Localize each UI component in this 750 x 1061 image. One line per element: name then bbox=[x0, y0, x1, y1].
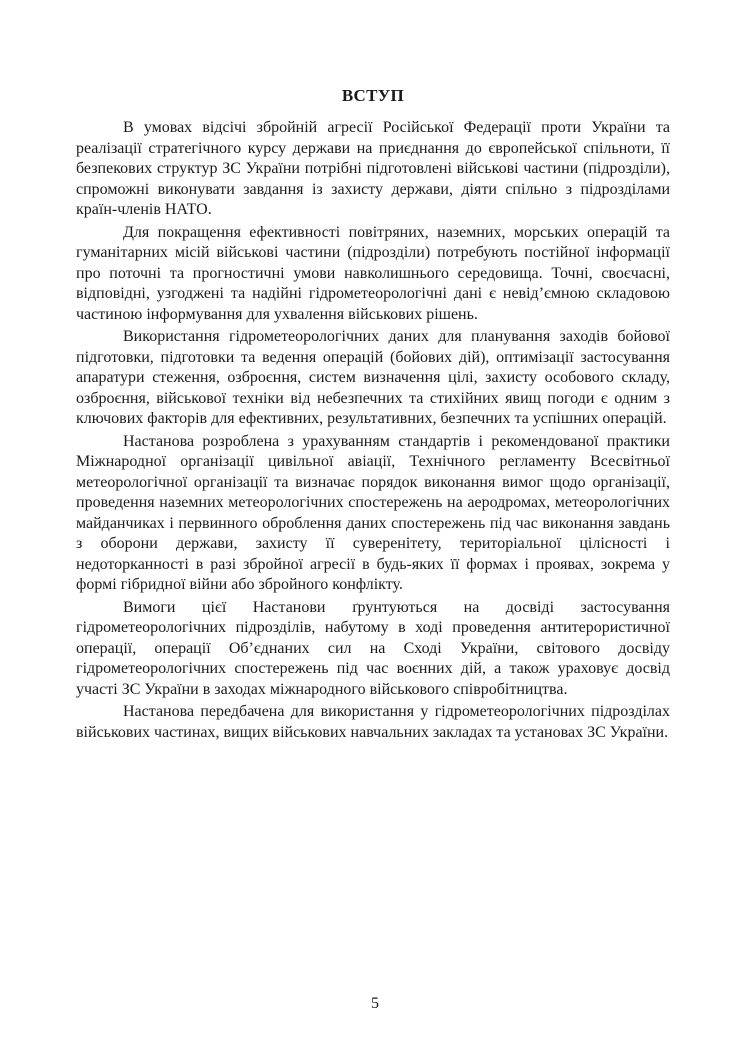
paragraph-6: Настанова передбачена для використання у гідрометеорологічних підрозділах військових частинах, вищих військових навчальних закладах та установах ЗС України. bbox=[76, 703, 670, 741]
paragraph-5: Вимоги цієї Настанови ґрунтуються на досвіді застосування гідрометеорологічних підрозділів, набутому в ході проведення антитерористичної операції, операції Об’єднаних сил на Сході України, світового досвіду гідрометеорологічних спостережень під час воєнних дій, а також ураховує досвід участі ЗС України в заходах міжнародного військового співробітництва. bbox=[76, 598, 670, 698]
paragraph-3: Використання гідрометеорологічних даних для планування заходів бойової підготовки, підготовки та ведення операцій (бойових дій), оптимізації застосування апаратури стеження, озброєння, систем визначення цілі, захисту особового складу, озброєння, військової техніки від небезпечних та стихійних явищ погоди є одним з ключових факторів для ефективних, результативних, безпечних та успішних операцій. bbox=[76, 328, 670, 427]
paragraph-1: В умовах відсічі збройній агресії Російської Федерації проти України та реалізації стратегічного курсу держави на приєднання до європейської спільноти, її безпекових структур ЗС України потрібні підготовлені військові частини (підрозділи), спроможні виконувати завдання із захисту держави, діяти спільно з підрозділами країн-членів НАТО. bbox=[76, 119, 670, 218]
page-number: 5 bbox=[371, 995, 379, 1012]
page-content bbox=[76, 86, 670, 745]
paragraph-4: Настанова розроблена з урахуванням стандартів і рекомендованої практики Міжнародної організації цивільної авіації, Технічного регламенту Всесвітньої метеорологічної організації та визначає порядок виконання вимог щодо організації, проведення наземних метеорологічних спостережень на аеродромах, метеорологічних майданчиках і первинного оброблення даних спостережень під час виконання завдань з оборони держави, захисту її суверенітету, територіальної цілісності і недоторканності в разі збройної агресії в будь-яких її формах і проявах, зокрема у формі гібридної війни або збройного конфлікту. bbox=[76, 432, 670, 593]
section-heading: ВСТУП bbox=[341, 86, 405, 105]
paragraph-2: Для покращення ефективності повітряних, наземних, морських операцій та гуманітарних місій військові частини (підрозділи) потребують постійної інформації про поточні та прогностичні умови навколишнього середовища. Точні, своєчасні, відповідні, узгоджені та надійні гідрометеорологічні дані є невід’ємною складовою частиною інформування для ухвалення військових рішень. bbox=[76, 223, 670, 323]
